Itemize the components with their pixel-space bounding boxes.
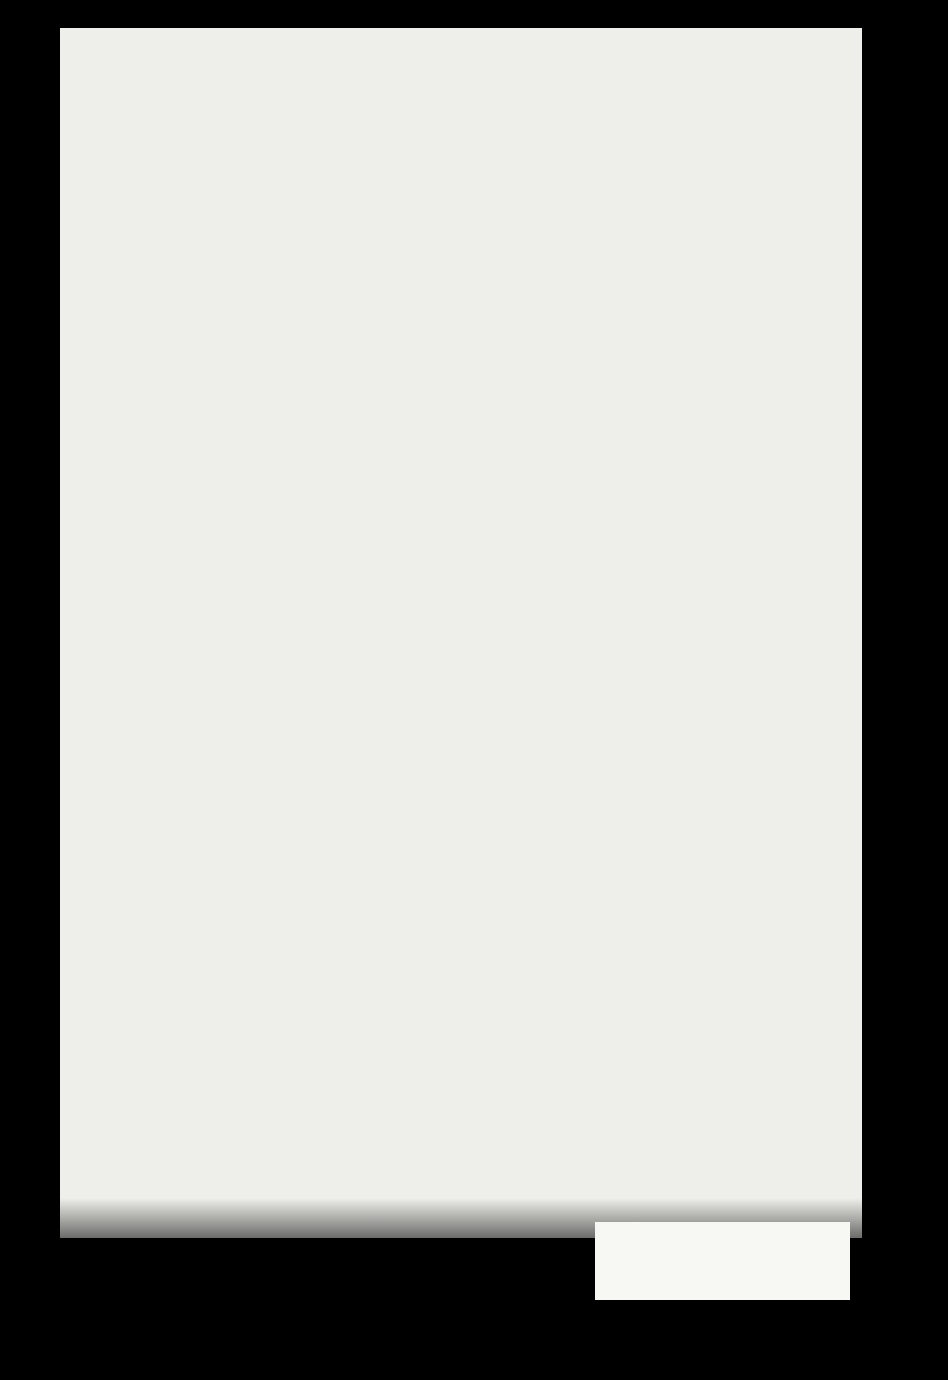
document-page [60,28,862,1238]
frame-number [360,1290,600,1340]
declassified-stamp [595,1222,850,1300]
